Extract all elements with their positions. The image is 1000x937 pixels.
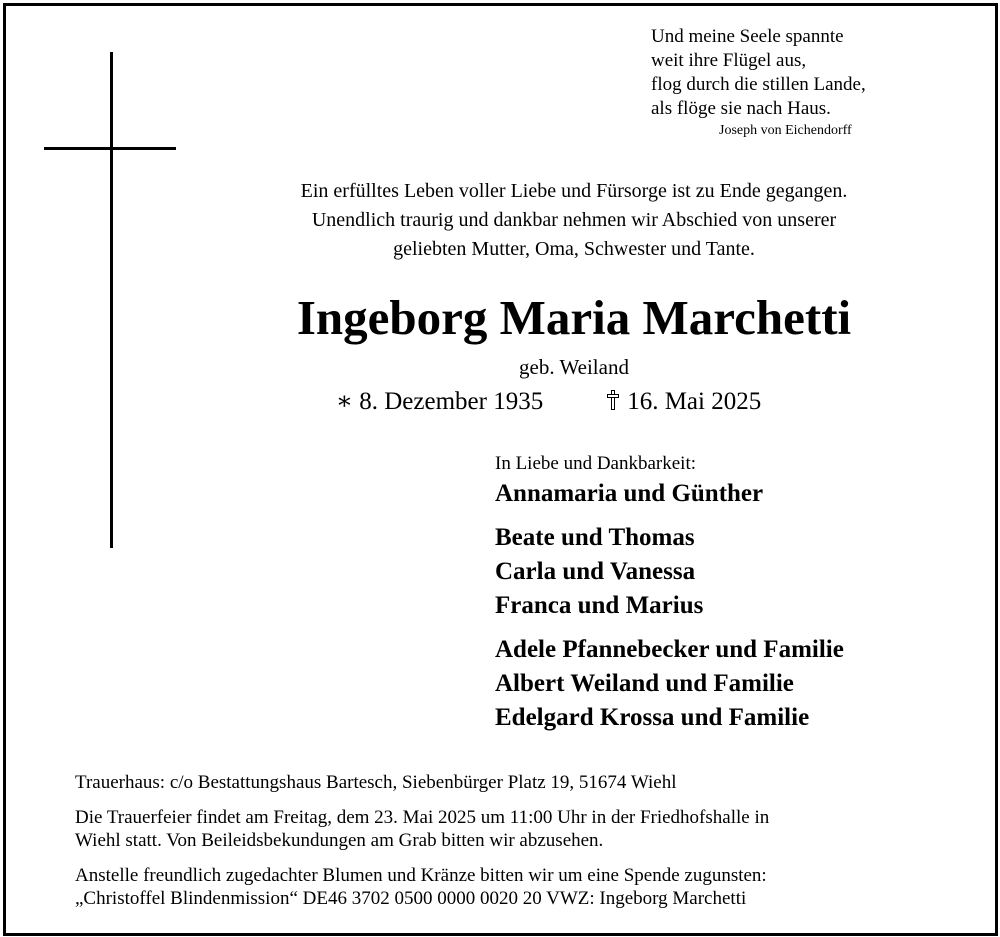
poem-line: als flöge sie nach Haus. [651,98,831,119]
poem [651,25,866,121]
info-line: Die Trauerfeier findet am Freitag, dem 23. Mai 2025 um 11:00 Uhr in der Friedhofshalle in [75,807,770,828]
intro-text [210,177,938,264]
mourner-name: Beate und Thomas [495,524,695,551]
latin-cross-icon [607,390,621,410]
mourner-name: Franca und Marius [495,592,704,619]
intro-line: Ein erfülltes Leben voller Liebe und Fürsorge ist zu Ende gegangen. [300,180,848,202]
intro-line: Unendlich traurig und dankbar nehmen wir Abschied von unserer [311,209,837,231]
gratitude-line: In Liebe und Dankbarkeit: [495,453,697,474]
poem-line: flog durch die stillen Lande, [651,74,866,95]
info-line: Anstelle freundlich zugedachter Blumen und Kränze bitten wir um eine Spende zugunsten: [75,865,767,886]
mourner-name: Annamaria und Günther [495,480,764,507]
funeral-service-info [75,806,769,852]
info-line: Wiehl statt. Von Beileidsbekundungen am Grab bitten wir abzusehen. [75,830,604,851]
mourner-name: Carla und Vanessa [495,558,696,585]
mourners-group [495,633,844,735]
deceased-name: Ingeborg Maria Marchetti [296,290,852,345]
mourner-name: Edelgard Krossa und Familie [495,704,810,731]
poem-line: Und meine Seele spannte [651,26,844,47]
poem-line: weit ihre Flügel aus, [651,50,807,71]
life-dates [336,386,761,418]
cross-vertical-bar [110,52,113,548]
info-line: „Christoffel Blindenmission“ DE46 3702 0500 0000 0020 20 VWZ: Ingeborg Marchetti [75,888,747,909]
mourning-house-info [75,771,677,794]
maiden-name: geb. Weiland [519,355,629,379]
cross-horizontal-bar [44,147,176,150]
death-date: 16. Mai 2025 [627,388,762,415]
mourners-group [495,477,763,511]
mourners-group [495,521,703,623]
mourner-name: Albert Weiland und Familie [495,670,794,697]
mourner-name: Adele Pfannebecker und Familie [495,636,844,663]
intro-line: geliebten Mutter, Oma, Schwester und Tante. [393,238,755,260]
info-line: Trauerhaus: c/o Bestattungshaus Bartesch, Siebenbürger Platz 19, 51674 Wiehl [75,772,677,793]
donation-info [75,864,767,910]
birth-date: ∗ 8. Dezember 1935 [336,388,544,415]
poem-author: Joseph von Eichendorff [719,123,852,138]
